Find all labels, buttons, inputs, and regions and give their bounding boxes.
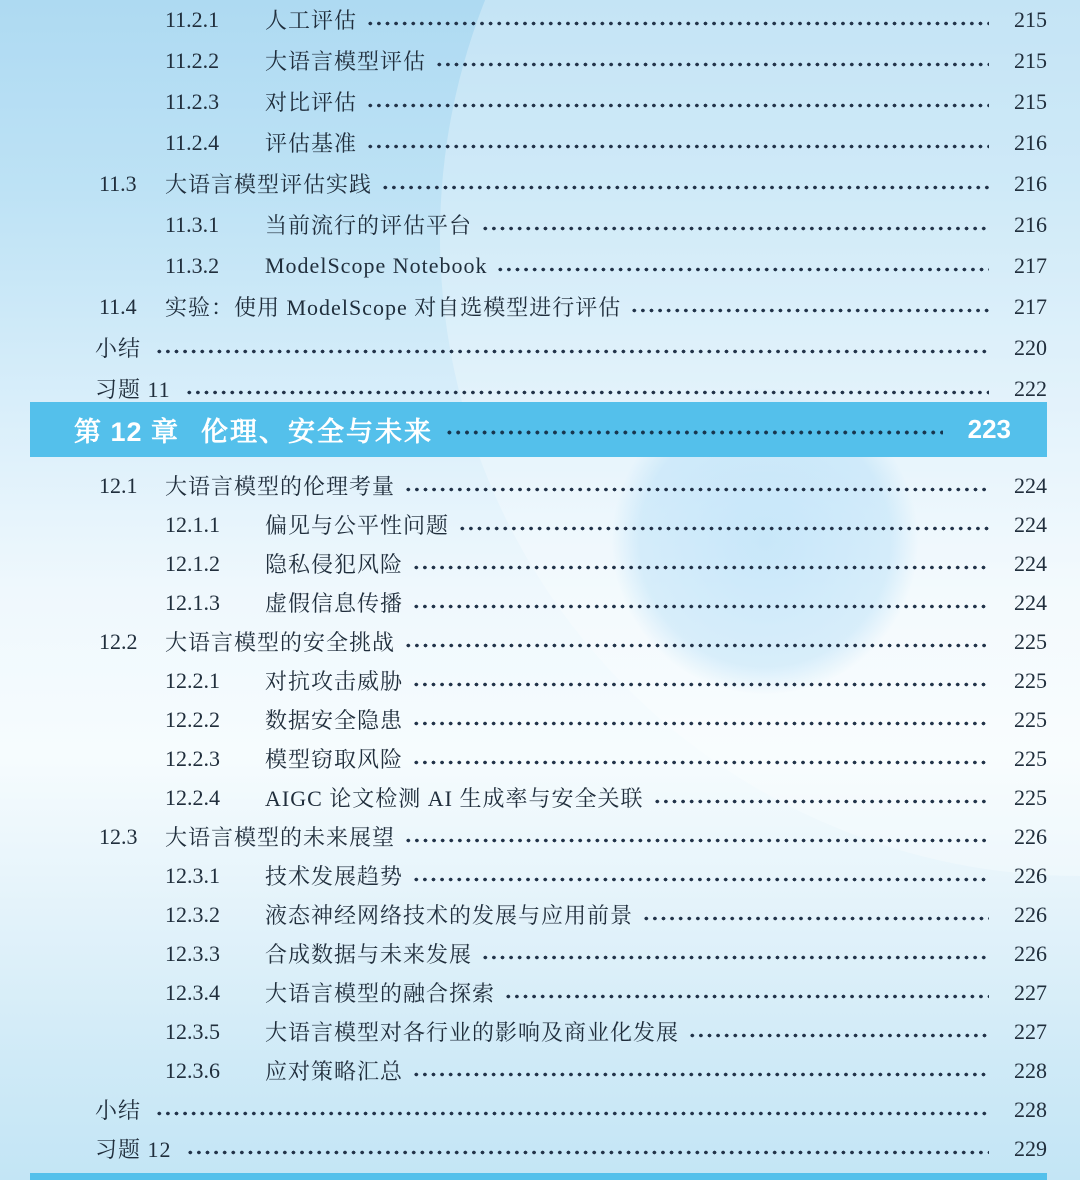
dot-leader [412,760,989,765]
toc-entry [0,40,1080,81]
toc-entry [0,505,1080,544]
toc-entry [0,739,1080,778]
toc-entry-page: 217 [1014,293,1047,319]
dot-leader [688,1033,989,1038]
toc-entry-title: 评估基准 [265,131,358,156]
toc-entry-title: 虚假信息传播 [265,591,404,616]
toc-entry-page: 225 [1014,784,1047,810]
toc-entry-page: 229 [1014,1135,1047,1161]
toc-entry-page: 227 [1014,1018,1047,1044]
toc-entry-page: 224 [1014,589,1047,615]
dot-leader [642,916,989,921]
toc-entry-title: AIGC 论文检测 AI 生成率与安全关联 [265,786,644,811]
dot-leader [435,62,989,67]
toc-entry-title: 对抗攻击威胁 [265,669,404,694]
next-chapter-band-partial [30,1173,1047,1180]
toc-section-chapter11 [0,0,1080,409]
toc-entry-number: 12.1 [99,472,138,498]
toc-entry-page: 226 [1014,940,1047,966]
dot-leader [496,267,989,272]
chapter-page-number: 223 [967,414,1011,444]
toc-entry-title: 习题 12 [95,1137,172,1162]
dot-leader [366,21,989,26]
toc-entry-number: 11.2.3 [165,88,220,114]
dot-leader [412,1072,989,1077]
toc-entry-number: 12.1.3 [165,589,220,615]
toc-entry-page: 215 [1014,6,1047,32]
toc-entry-title: 实验：使用 ModelScope 对自选模型进行评估 [165,295,622,320]
dot-leader [404,487,989,492]
toc-entry-number: 12.2.4 [165,784,220,810]
dot-leader [412,721,989,726]
toc-entry [0,544,1080,583]
toc-entry-page: 224 [1014,511,1047,537]
toc-entry-number: 11.3 [99,170,137,196]
toc-entry-page: 216 [1014,129,1047,155]
toc-section-chapter12 [0,466,1080,1168]
dot-leader [155,349,989,354]
toc-entry [0,895,1080,934]
toc-entry-page: 224 [1014,550,1047,576]
toc-entry-title: 大语言模型的安全挑战 [165,630,396,655]
toc-entry-number: 11.3.2 [165,252,220,278]
toc-entry-number: 12.3.2 [165,901,220,927]
toc-entry-number: 12.3.6 [165,1057,220,1083]
dot-leader [404,643,989,648]
toc-entry-page: 215 [1014,88,1047,114]
toc-entry-title: 液态神经网络技术的发展与应用前景 [265,903,634,928]
toc-entry [0,163,1080,204]
toc-entry [0,466,1080,505]
dot-leader [186,1150,989,1155]
toc-entry-number: 12.3.1 [165,862,220,888]
chapter-number: 第 12 章 [74,417,180,447]
toc-entry [0,327,1080,368]
dot-leader [412,604,989,609]
toc-entry [0,661,1080,700]
toc-entry-page: 228 [1014,1096,1047,1122]
toc-entry-title: 大语言模型的伦理考量 [165,474,396,499]
dot-leader [412,682,989,687]
toc-entry-title: 大语言模型的融合探索 [265,981,496,1006]
toc-entry-number: 12.1.2 [165,550,220,576]
dot-leader [412,565,989,570]
toc-entry [0,778,1080,817]
toc-entry-title: 偏见与公平性问题 [265,513,450,538]
toc-entry-number: 12.2.3 [165,745,220,771]
dot-leader [381,185,989,190]
dot-leader [366,144,989,149]
toc-entry-number: 11.2.2 [165,47,220,73]
toc-entry [0,1129,1080,1168]
toc-entry [0,1090,1080,1129]
toc-entry-number: 12.3 [99,823,138,849]
toc-entry [0,700,1080,739]
toc-entry-title: 大语言模型评估 [265,49,427,74]
toc-entry-page: 224 [1014,472,1047,498]
dot-leader [366,103,989,108]
toc-entry-number: 12.2 [99,628,138,654]
toc-entry-page: 226 [1014,862,1047,888]
toc-entry-title: 数据安全隐患 [265,708,404,733]
toc-entry-title: 模型窃取风险 [265,747,404,772]
toc-entry-number: 12.2.1 [165,667,220,693]
toc-entry-page: 225 [1014,667,1047,693]
toc-entry-page: 226 [1014,823,1047,849]
toc-entry-page: 228 [1014,1057,1047,1083]
dot-leader [404,838,989,843]
toc-entry-title: 人工评估 [265,8,358,33]
toc-entry-page: 216 [1014,211,1047,237]
toc-entry-title: 合成数据与未来发展 [265,942,473,967]
toc-entry [0,856,1080,895]
toc-entry-page: 217 [1014,252,1047,278]
chapter-12-header-band [30,402,1047,457]
toc-entry [0,0,1080,40]
toc-entry-title: 大语言模型的未来展望 [165,825,396,850]
toc-entry-number: 12.2.2 [165,706,220,732]
dot-leader [155,1111,989,1116]
toc-entry-number: 11.2.1 [165,6,220,32]
dot-leader [458,526,989,531]
toc-entry-page: 220 [1014,334,1047,360]
toc-entry-title: 大语言模型对各行业的影响及商业化发展 [265,1020,680,1045]
toc-entry-number: 12.3.3 [165,940,220,966]
toc-entry-page: 227 [1014,979,1047,1005]
toc-entry [0,245,1080,286]
toc-entry-number: 12.3.4 [165,979,220,1005]
toc-entry [0,204,1080,245]
toc-entry-number: 12.1.1 [165,511,220,537]
toc-entry [0,583,1080,622]
toc-entry-page: 225 [1014,706,1047,732]
toc-entry-title: 小结 [95,336,142,361]
dot-leader [412,877,989,882]
toc-entry [0,622,1080,661]
dot-leader [481,955,989,960]
toc-entry [0,934,1080,973]
toc-entry-title: 小结 [95,1098,142,1123]
toc-entry-title: 应对策略汇总 [265,1059,404,1084]
dot-leader [445,430,943,435]
toc-entry-page: 216 [1014,170,1047,196]
toc-entry [0,81,1080,122]
dot-leader [653,799,990,804]
toc-entry [0,122,1080,163]
dot-leader [185,390,989,395]
toc-entry [0,286,1080,327]
dot-leader [504,994,989,999]
toc-entry-page: 215 [1014,47,1047,73]
toc-entry-number: 11.3.1 [165,211,220,237]
toc-entry [0,817,1080,856]
toc-entry-page: 225 [1014,628,1047,654]
toc-entry-number: 11.2.4 [165,129,220,155]
toc-entry [0,973,1080,1012]
toc-entry-title: 习题 11 [95,377,171,402]
toc-entry-number: 11.4 [99,293,137,319]
toc-entry-title: 技术发展趋势 [265,864,404,889]
toc-entry-title: ModelScope Notebook [265,252,488,278]
toc-entry [0,1051,1080,1090]
toc-entry-page: 222 [1014,375,1047,401]
toc-entry-title: 隐私侵犯风险 [265,552,404,577]
toc-entry-title: 对比评估 [265,90,358,115]
toc-entry-title: 当前流行的评估平台 [265,213,473,238]
toc-entry-title: 大语言模型评估实践 [165,172,373,197]
toc-entry [0,1012,1080,1051]
dot-leader [630,308,989,313]
dot-leader [481,226,989,231]
toc-entry-page: 226 [1014,901,1047,927]
chapter-title: 伦理、安全与未来 [201,417,434,447]
toc-entry-number: 12.3.5 [165,1018,220,1044]
toc-entry-page: 225 [1014,745,1047,771]
